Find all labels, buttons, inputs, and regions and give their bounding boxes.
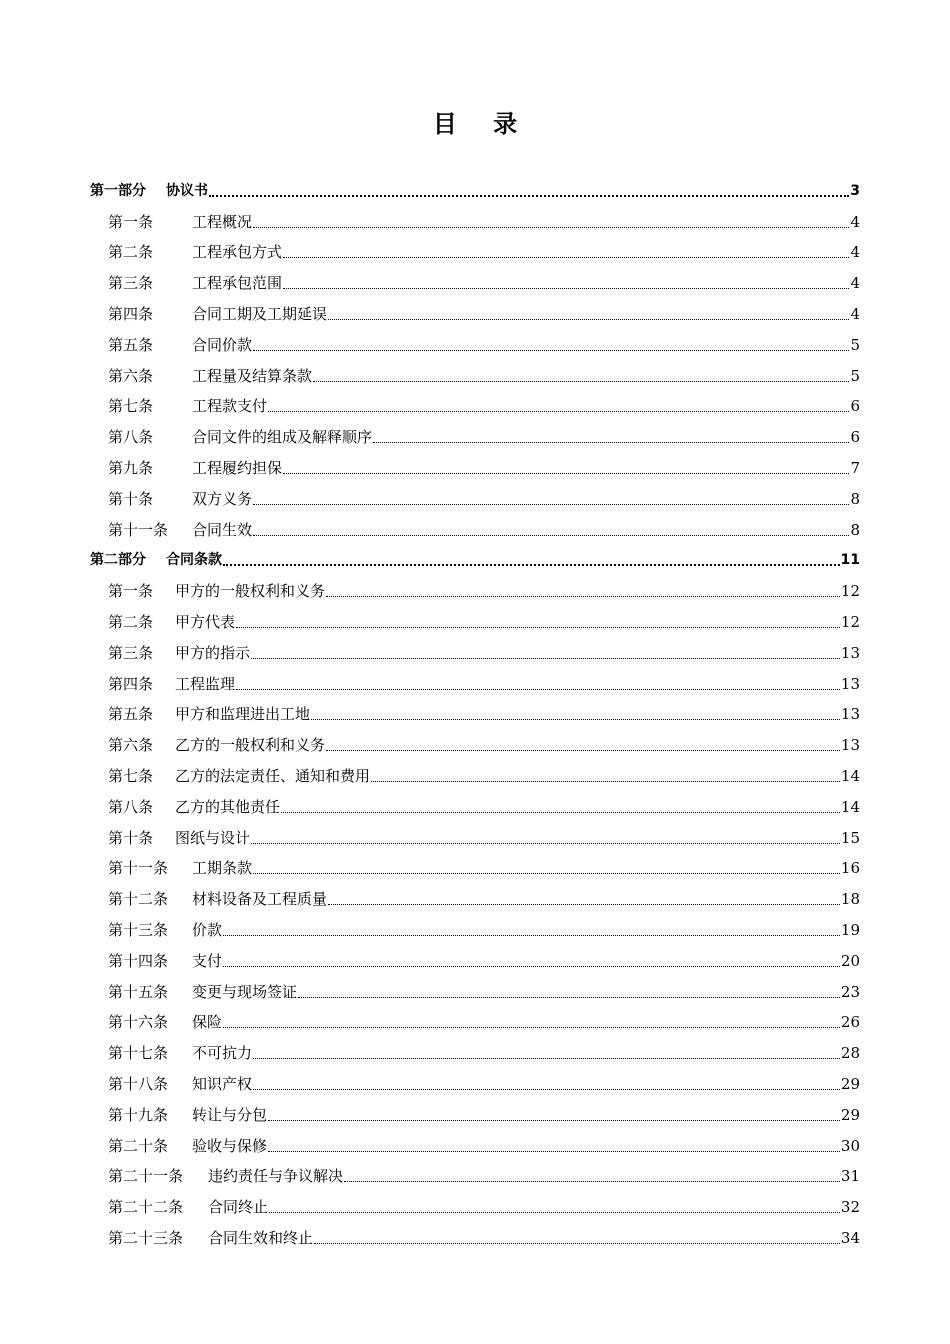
dot-leader — [311, 718, 840, 720]
toc-entry-page: 12 — [840, 612, 860, 631]
toc-entry-number: 第八条 — [108, 797, 154, 816]
toc-entry-number: 第八条 — [108, 428, 154, 447]
toc-entry-page: 13 — [840, 705, 860, 724]
toc-entry[interactable] — [90, 878, 860, 909]
toc-entry[interactable] — [90, 509, 860, 540]
toc-entry[interactable] — [90, 1063, 860, 1094]
toc-entry[interactable] — [90, 694, 860, 725]
toc-entry-number: 第二部分 — [90, 552, 146, 569]
toc-entry-title: 工程概况 — [192, 212, 253, 231]
toc-entry[interactable] — [90, 1217, 860, 1248]
toc-entry-number: 第五条 — [108, 335, 154, 354]
toc-entry-number: 第七条 — [108, 766, 154, 785]
toc-entry[interactable] — [90, 1094, 860, 1125]
dot-leader — [251, 657, 840, 659]
toc-entry-title: 合同生效 — [192, 520, 253, 539]
toc-entry[interactable] — [90, 724, 860, 755]
toc-entry-page: 19 — [840, 920, 860, 939]
toc-entry[interactable] — [90, 262, 860, 293]
toc-entry-page: 32 — [840, 1198, 860, 1217]
toc-entry-page: 14 — [840, 797, 860, 816]
dot-leader — [328, 903, 840, 905]
dot-leader — [326, 595, 840, 597]
toc-entry-page: 28 — [840, 1044, 860, 1063]
toc-entry-page: 6 — [850, 428, 860, 447]
toc-entry-title: 支付 — [192, 951, 223, 970]
dot-leader — [344, 1180, 840, 1182]
toc-entry-number: 第五条 — [108, 705, 154, 724]
toc-entry-number: 第十条 — [108, 828, 154, 847]
toc-entry[interactable] — [90, 1032, 860, 1063]
dot-leader — [209, 194, 849, 197]
toc-entry-number: 第十七条 — [108, 1044, 169, 1063]
toc-entry[interactable] — [90, 663, 860, 694]
toc-entry-page: 5 — [850, 335, 860, 354]
toc-entry-number: 第四条 — [108, 304, 154, 323]
dot-leader — [283, 287, 849, 289]
toc-entry-number: 第十二条 — [108, 890, 169, 909]
toc-entry[interactable] — [90, 201, 860, 232]
toc-entry-title: 合同工期及工期延误 — [192, 304, 328, 323]
toc-entry[interactable] — [90, 1002, 860, 1033]
toc-entry-title: 验收与保修 — [192, 1136, 268, 1155]
toc-entry-number: 第九条 — [108, 458, 154, 477]
toc-entry[interactable] — [90, 601, 860, 632]
toc-entry-page: 16 — [840, 859, 860, 878]
toc-entry-page: 15 — [840, 828, 860, 847]
toc-entry[interactable] — [90, 570, 860, 601]
toc-entry-page: 20 — [840, 951, 860, 970]
toc-entry-page: 13 — [840, 674, 860, 693]
dot-leader — [223, 1026, 840, 1028]
dot-leader — [326, 749, 840, 751]
toc-entry-number: 第十八条 — [108, 1074, 169, 1093]
toc-entry-number: 第六条 — [108, 366, 154, 385]
toc-entry[interactable] — [90, 478, 860, 509]
dot-leader — [223, 563, 840, 566]
toc-entry[interactable] — [90, 909, 860, 940]
table-of-contents — [90, 170, 860, 1248]
toc-entry-number: 第七条 — [108, 397, 154, 416]
toc-entry-page: 14 — [840, 766, 860, 785]
toc-entry[interactable] — [90, 324, 860, 355]
dot-leader — [253, 226, 849, 228]
toc-entry-page: 30 — [840, 1136, 860, 1155]
toc-entry-page: 13 — [840, 643, 860, 662]
toc-entry[interactable] — [90, 971, 860, 1002]
toc-entry-number: 第三条 — [108, 643, 154, 662]
toc-entry-title: 合同生效和终止 — [208, 1228, 314, 1247]
dot-leader — [253, 349, 849, 351]
toc-entry-title: 甲方和监理进出工地 — [175, 705, 311, 724]
dot-leader — [313, 380, 849, 382]
toc-entry-title: 双方义务 — [192, 489, 253, 508]
toc-entry-title: 乙方的法定责任、通知和费用 — [175, 766, 371, 785]
toc-entry[interactable] — [90, 1186, 860, 1217]
toc-entry-title: 工程监理 — [175, 674, 236, 693]
toc-entry-number: 第四条 — [108, 674, 154, 693]
toc-entry-page: 4 — [850, 274, 860, 293]
toc-entry[interactable] — [90, 786, 860, 817]
toc-entry-page: 12 — [840, 582, 860, 601]
toc-entry-title: 乙方的一般权利和义务 — [175, 736, 326, 755]
toc-entry-page: 26 — [840, 1013, 860, 1032]
toc-entry-title: 合同文件的组成及解释顺序 — [192, 428, 373, 447]
toc-entry-title: 工程量及结算条款 — [192, 366, 313, 385]
toc-entry-number: 第十三条 — [108, 920, 169, 939]
toc-entry-page: 4 — [850, 243, 860, 262]
toc-entry-title: 知识产权 — [192, 1074, 253, 1093]
toc-entry-title: 违约责任与争议解决 — [208, 1167, 344, 1186]
dot-leader — [268, 410, 849, 412]
toc-entry-title: 甲方代表 — [175, 612, 236, 631]
toc-entry-page: 7 — [850, 458, 860, 477]
toc-entry-title: 变更与现场签证 — [192, 982, 298, 1001]
toc-entry-title: 合同条款 — [166, 552, 222, 569]
toc-entry-number: 第一部分 — [90, 182, 146, 199]
toc-entry[interactable] — [90, 386, 860, 417]
toc-entry[interactable] — [90, 1125, 860, 1156]
toc-entry-number: 第二十二条 — [108, 1198, 184, 1217]
toc-entry-number: 第二十一条 — [108, 1167, 184, 1186]
dot-leader — [298, 996, 840, 998]
toc-entry-number: 第十五条 — [108, 982, 169, 1001]
toc-entry-page: 11 — [840, 552, 860, 569]
toc-entry[interactable] — [90, 1156, 860, 1187]
toc-entry-page: 5 — [850, 366, 860, 385]
dot-leader — [268, 1119, 840, 1121]
toc-entry-number: 第十九条 — [108, 1105, 169, 1124]
dot-leader — [253, 534, 849, 536]
dot-leader — [314, 1242, 840, 1244]
dot-leader — [223, 934, 840, 936]
dot-leader — [253, 1088, 840, 1090]
toc-entry-number: 第十条 — [108, 489, 154, 508]
toc-entry-number: 第一条 — [108, 582, 154, 601]
toc-entry[interactable] — [90, 447, 860, 478]
toc-title: 目 录 — [432, 110, 532, 138]
dot-leader — [328, 318, 849, 320]
dot-leader — [236, 626, 840, 628]
toc-entry[interactable] — [90, 632, 860, 663]
toc-entry[interactable] — [90, 848, 860, 879]
toc-entry-page: 29 — [840, 1074, 860, 1093]
toc-entry[interactable] — [90, 940, 860, 971]
dot-leader — [268, 1150, 840, 1152]
toc-entry[interactable] — [90, 232, 860, 263]
toc-entry-title: 转让与分包 — [192, 1105, 268, 1124]
toc-entry[interactable] — [90, 293, 860, 324]
toc-entry-title: 材料设备及工程质量 — [192, 890, 328, 909]
toc-entry[interactable] — [90, 817, 860, 848]
toc-entry-number: 第十四条 — [108, 951, 169, 970]
toc-entry[interactable] — [90, 355, 860, 386]
toc-entry-page: 18 — [840, 890, 860, 909]
toc-entry-title: 不可抗力 — [192, 1044, 253, 1063]
toc-entry-page: 6 — [850, 397, 860, 416]
dot-leader — [281, 811, 840, 813]
toc-entry-title: 乙方的其他责任 — [175, 797, 281, 816]
toc-entry-title: 图纸与设计 — [175, 828, 251, 847]
toc-entry-page: 8 — [850, 520, 860, 539]
dot-leader — [223, 965, 840, 967]
toc-entry-title: 工期条款 — [192, 859, 253, 878]
toc-entry-title: 工程履约担保 — [192, 458, 283, 477]
dot-leader — [283, 256, 849, 258]
toc-part-entry[interactable] — [90, 540, 860, 571]
dot-leader — [253, 872, 840, 874]
toc-entry-number: 第十一条 — [108, 520, 169, 539]
toc-entry-number: 第二条 — [108, 243, 154, 262]
dot-leader — [253, 503, 849, 505]
dot-leader — [236, 688, 840, 690]
toc-entry-title: 工程款支付 — [192, 397, 268, 416]
dot-leader — [283, 472, 849, 474]
toc-entry-page: 23 — [840, 982, 860, 1001]
toc-entry-title: 保险 — [192, 1013, 223, 1032]
toc-entry-number: 第二十条 — [108, 1136, 169, 1155]
toc-entry-number: 第二十三条 — [108, 1228, 184, 1247]
toc-entry-title: 协议书 — [166, 182, 208, 199]
toc-entry-page: 34 — [840, 1228, 860, 1247]
toc-entry-page: 3 — [850, 182, 860, 199]
toc-entry-title: 工程承包方式 — [192, 243, 283, 262]
toc-entry-number: 第三条 — [108, 274, 154, 293]
toc-entry-title: 价款 — [192, 920, 223, 939]
toc-entry-page: 31 — [840, 1167, 860, 1186]
toc-entry[interactable] — [90, 416, 860, 447]
toc-entry-page: 8 — [850, 489, 860, 508]
toc-entry-page: 29 — [840, 1105, 860, 1124]
toc-entry-number: 第一条 — [108, 212, 154, 231]
toc-entry-number: 第十一条 — [108, 859, 169, 878]
toc-entry-page: 13 — [840, 736, 860, 755]
toc-entry-title: 合同价款 — [192, 335, 253, 354]
dot-leader — [371, 780, 840, 782]
dot-leader — [269, 1211, 840, 1213]
toc-entry-title: 甲方的一般权利和义务 — [175, 582, 326, 601]
toc-entry[interactable] — [90, 755, 860, 786]
toc-entry-title: 合同终止 — [208, 1198, 269, 1217]
toc-part-entry[interactable] — [90, 170, 860, 201]
toc-entry-number: 第十六条 — [108, 1013, 169, 1032]
dot-leader — [251, 842, 840, 844]
toc-entry-number: 第六条 — [108, 736, 154, 755]
toc-entry-page: 4 — [850, 304, 860, 323]
toc-entry-title: 甲方的指示 — [175, 643, 251, 662]
dot-leader — [373, 441, 849, 443]
toc-entry-page: 4 — [850, 212, 860, 231]
dot-leader — [253, 1057, 840, 1059]
toc-entry-number: 第二条 — [108, 612, 154, 631]
toc-entry-title: 工程承包范围 — [192, 274, 283, 293]
